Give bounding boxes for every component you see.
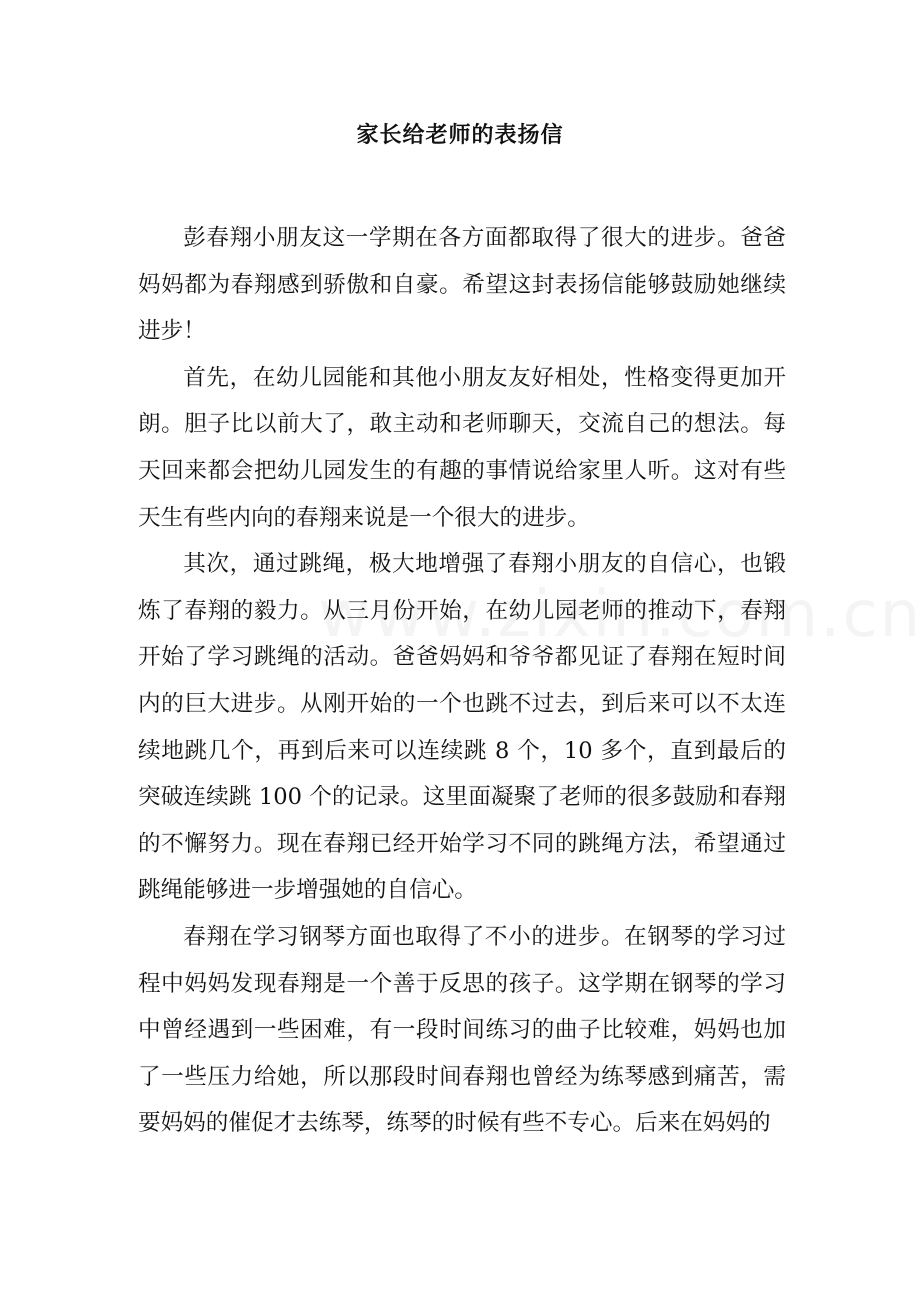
paragraph-3: 其次，通过跳绳，极大地增强了春翔小朋友的自信心，也锻炼了春翔的毅力。从三月份开始，在幼儿园老师的推动下，春翔开始了学习跳绳的活动。爸爸妈妈和爷爷都见证了春翔在短时间内的巨大进步。从刚开始的一个也跳不过去，到后来可以不太连续地跳几个，再到后来可以连续跳 8 个，10 多个，直到最后的突破连续跳 100 个的记录。这里面凝聚了老师的很多鼓励和春翔的不懈努力。现在春翔已经开始学习不同的跳绳方法，希望通过跳绳能够进一步增强她的自信心。 [138,551,786,904]
paragraph-1: 彭春翔小朋友这一学期在各方面都取得了很大的进步。爸爸妈妈都为春翔感到骄傲和自豪。希望这封表扬信能够鼓励她继续进步！ [138,225,786,345]
document-body [138,215,786,1147]
paragraph-2: 首先，在幼儿园能和其他小朋友友好相处，性格变得更加开朗。胆子比以前大了，敢主动和老师聊天，交流自己的想法。每天回来都会把幼儿园发生的有趣的事情说给家里人听。这对有些天生有些内向的春翔来说是一个很大的进步。 [138,364,786,531]
paragraph-4: 春翔在学习钢琴方面也取得了不小的进步。在钢琴的学习过程中妈妈发现春翔是一个善于反思的孩子。这学期在钢琴的学习中曾经遇到一些困难，有一段时间练习的曲子比较难，妈妈也加了一些压力给她，所以那段时间春翔也曾经为练琴感到痛苦，需要妈妈的催促才去练琴，练琴的时候有些不专心。后来在妈妈的 [138,923,786,1137]
document-title: 家长给老师的表扬信 [356,123,564,148]
